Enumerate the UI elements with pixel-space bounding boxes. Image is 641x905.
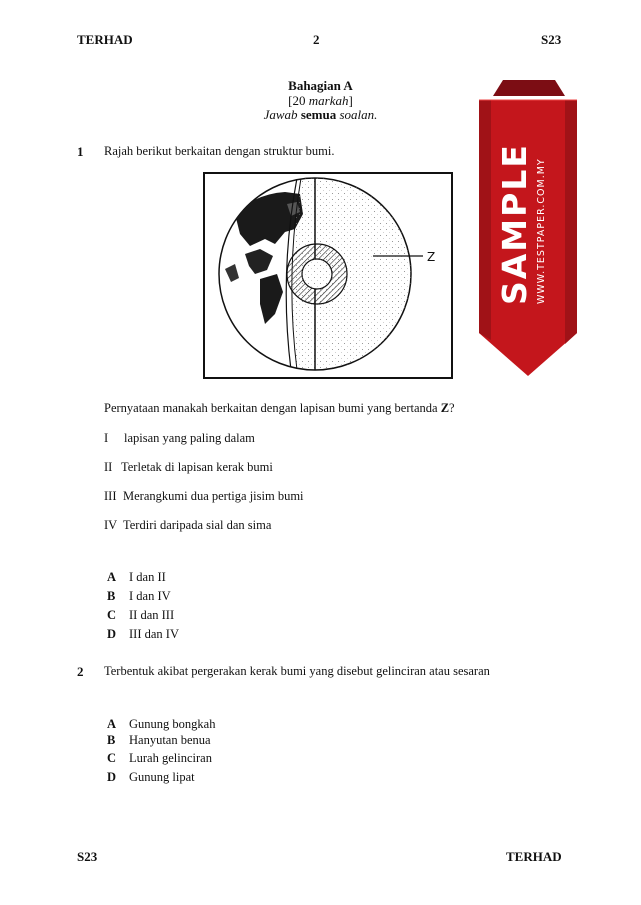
question-1-option-c[interactable]: C II dan III	[107, 608, 175, 622]
figure-label-z: Z	[427, 250, 436, 264]
question-2-option-c[interactable]: C Lurah gelinciran	[107, 751, 212, 765]
section-title: Bahagian A	[288, 78, 353, 93]
question-1-number: 1	[77, 144, 84, 159]
watermark-url: WWW.TESTPAPER.COM.MY	[536, 158, 547, 304]
header-right: S23	[541, 32, 562, 47]
question-1-option-a[interactable]: A I dan II	[107, 570, 166, 584]
header-left: TERHAD	[77, 32, 133, 47]
earth-structure-figure	[203, 172, 453, 379]
question-1-option-b[interactable]: B I dan IV	[107, 589, 171, 603]
question-1-option-d[interactable]: D III dan IV	[107, 627, 179, 641]
question-2-option-d[interactable]: D Gunung lipat	[107, 770, 195, 784]
statement-1: I lapisan yang paling dalam	[104, 431, 255, 445]
earth-cross-section-diagram	[205, 174, 451, 377]
footer-left: S23	[77, 849, 98, 864]
question-1-text: Rajah berikut berkaitan dengan struktur bumi.	[104, 144, 335, 158]
footer-right: TERHAD	[506, 849, 562, 864]
question-2-number: 2	[77, 664, 84, 679]
section-instruction: Jawab semua soalan.	[263, 107, 378, 122]
watermark-word: SAMPLE	[495, 143, 534, 305]
question-2-option-a[interactable]: A Gunung bongkah	[107, 717, 216, 731]
statement-3: III Merangkumi dua pertiga jisim bumi	[104, 489, 304, 503]
question-1-prompt: Pernyataan manakah berkaitan dengan lapisan bumi yang bertanda Z?	[104, 401, 455, 415]
section-marks: [20 markah]	[288, 93, 353, 108]
statement-4: IV Terdiri daripada sial dan sima	[104, 518, 272, 532]
page-number: 2	[313, 32, 320, 47]
question-2-text: Terbentuk akibat pergerakan kerak bumi yang disebut gelinciran atau sesaran	[104, 664, 490, 678]
question-2-option-b[interactable]: B Hanyutan benua	[107, 733, 211, 747]
statement-2: II Terletak di lapisan kerak bumi	[104, 460, 273, 474]
